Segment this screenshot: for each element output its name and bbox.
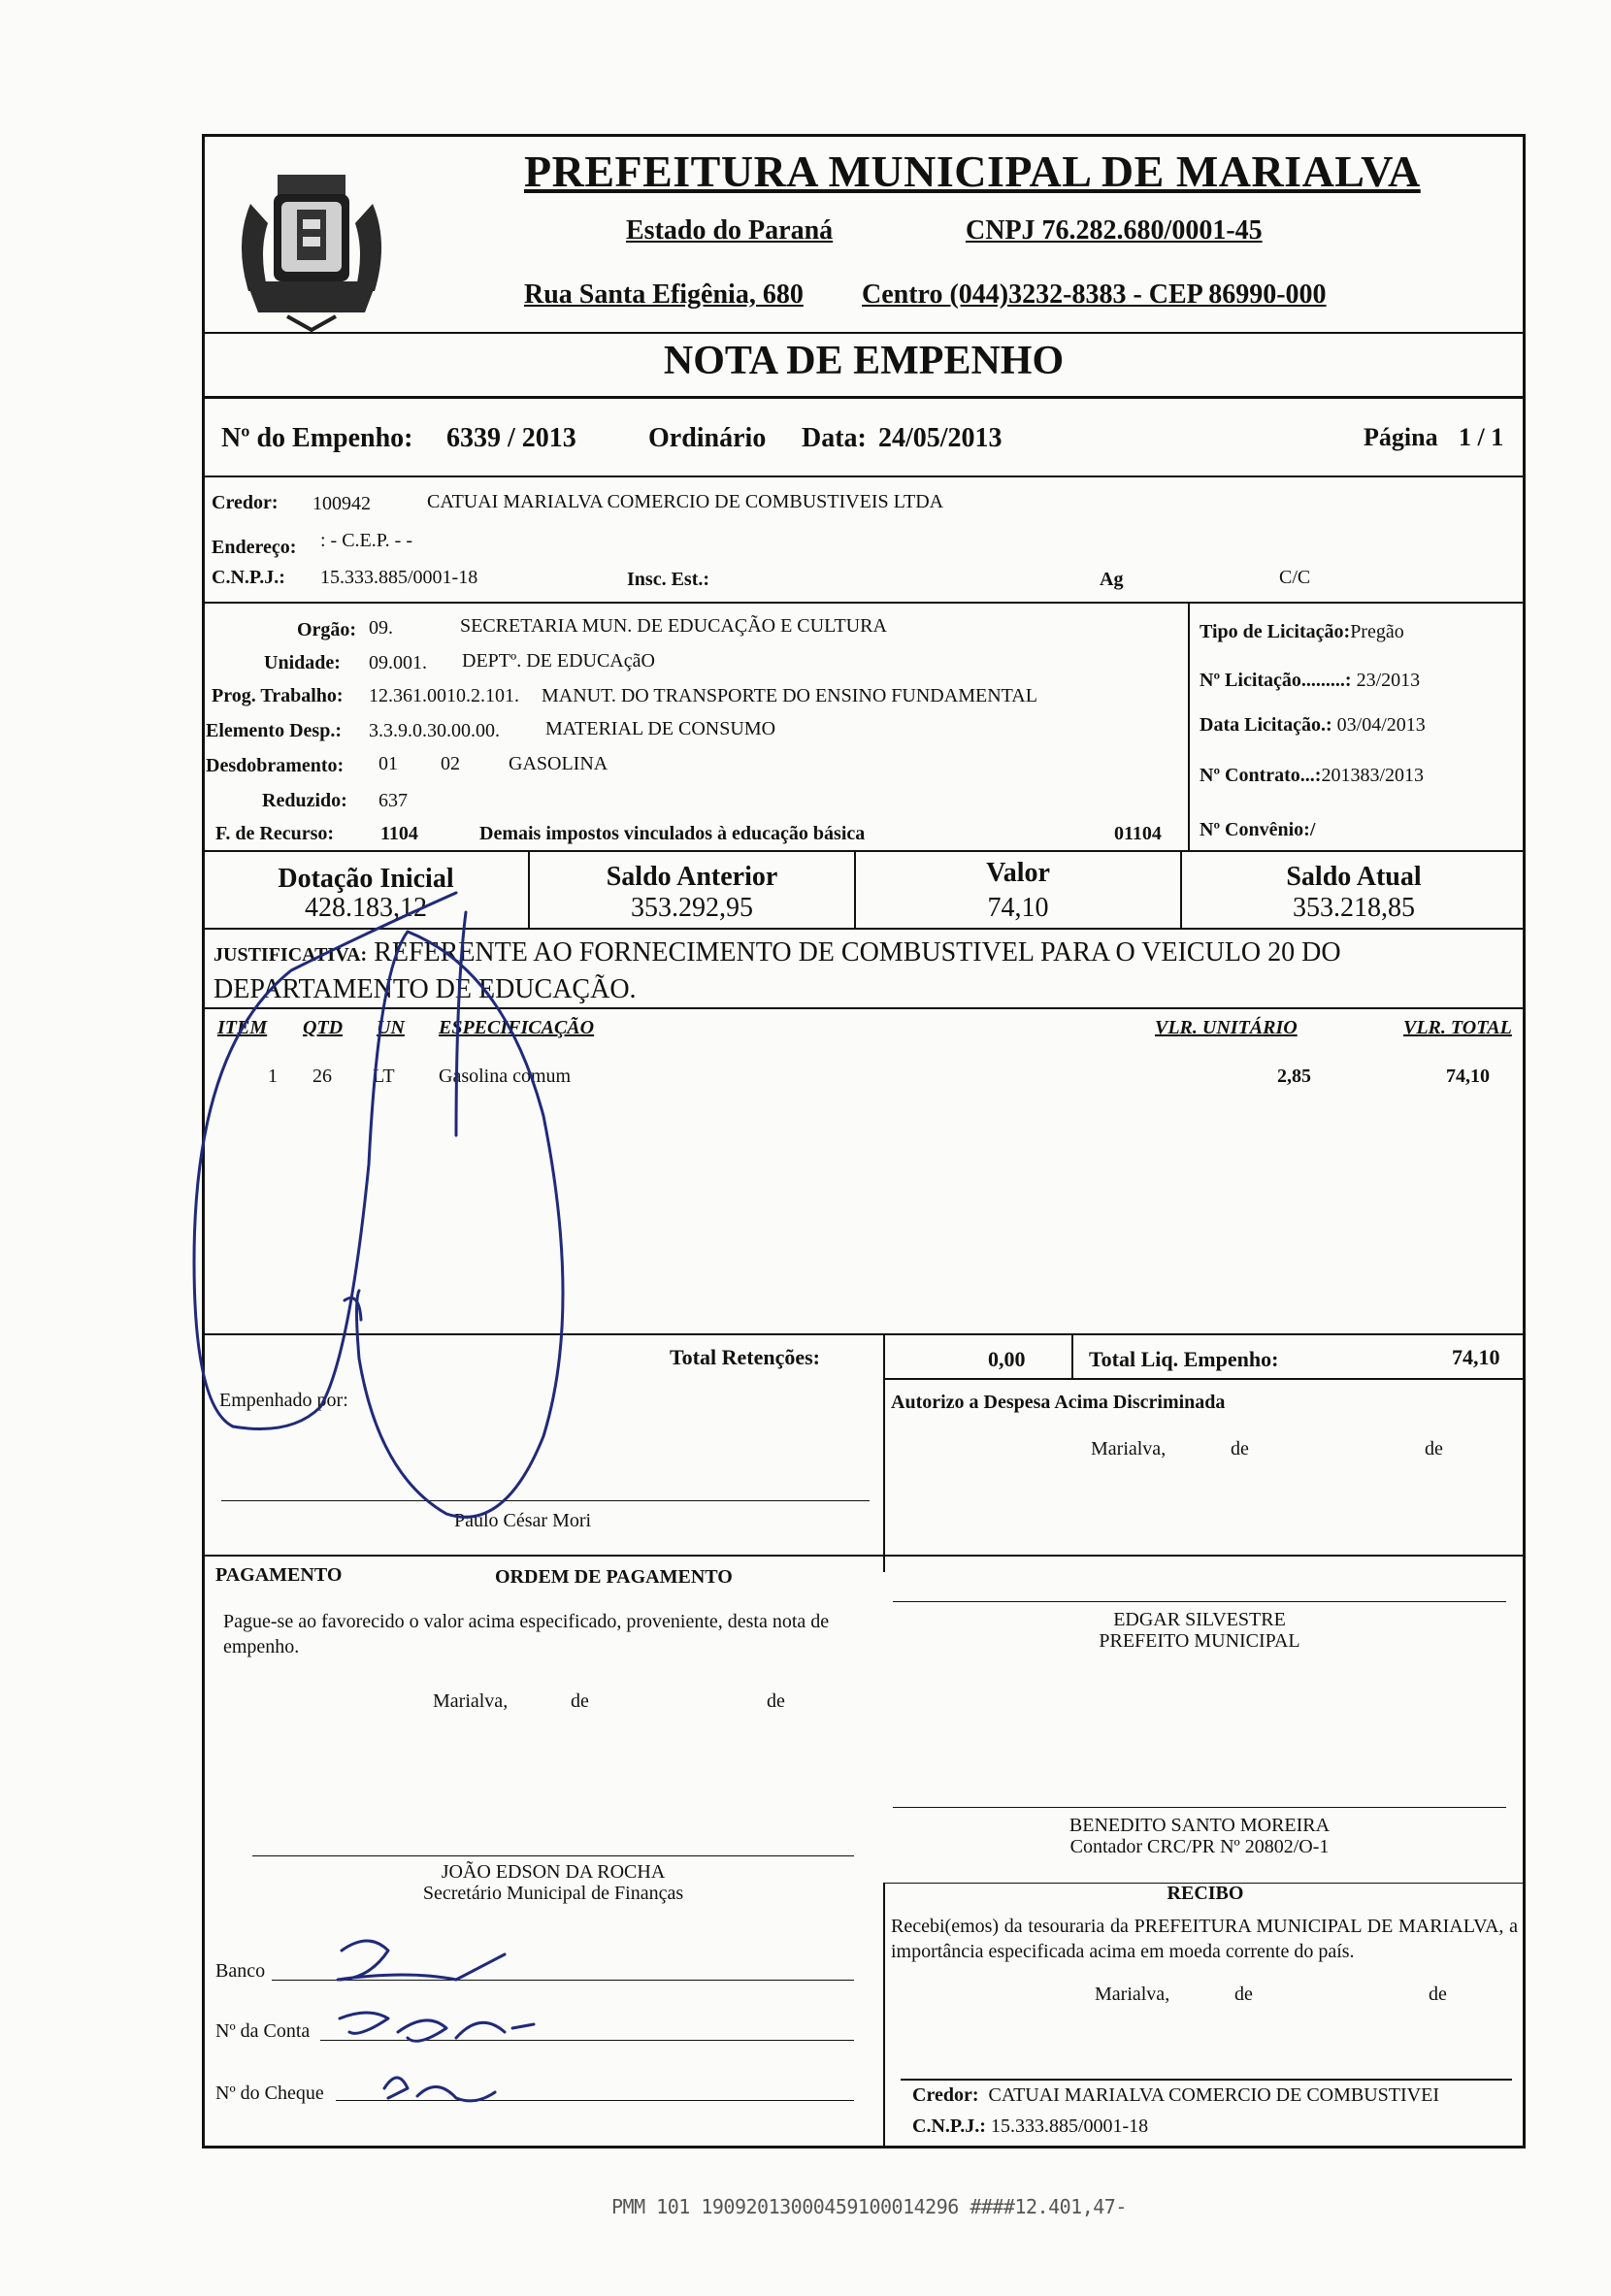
recibo-text: Recebi(emos) da tesouraria da PREFEITURA MUNICIPAL DE MARIALVA, a importância especificada acima em moeda corrente do país. xyxy=(891,1916,1518,1962)
saldo-atual-value: 353.218,85 xyxy=(1293,893,1415,923)
recibo-de1: de xyxy=(1234,1984,1253,2005)
pague-de1: de xyxy=(571,1690,589,1712)
credor-label: Credor: xyxy=(212,492,279,513)
valor-value: 74,10 xyxy=(987,893,1049,923)
row-vlr-unitario: 2,85 xyxy=(1277,1066,1311,1087)
cnpj-value: 15.333.885/0001-18 xyxy=(320,567,478,588)
contador-name: BENEDITO SANTO MOREIRA xyxy=(1069,1815,1331,1836)
unidade-label: Unidade: xyxy=(264,652,341,673)
retencoes-label: Total Retenções: xyxy=(670,1345,820,1369)
footer-cnpj-label: C.N.P.J.: xyxy=(912,2116,986,2137)
reduzido-value: 637 xyxy=(378,790,408,811)
cc-label: C/C xyxy=(1279,567,1311,588)
empenhado-label: Empenhado por: xyxy=(219,1390,348,1411)
credor-code: 100942 xyxy=(312,493,371,514)
prog-label: Prog. Trabalho: xyxy=(212,685,344,706)
contrato-value: 201383/2013 xyxy=(1321,765,1425,786)
desdobramento-a: 01 xyxy=(378,753,398,774)
retencoes-value: 0,00 xyxy=(988,1347,1026,1371)
header-title: PREFEITURA MUNICIPAL DE MARIALVA xyxy=(524,147,1421,196)
insc-est-label: Insc. Est.: xyxy=(627,569,710,590)
tipo-licitacao-label: Tipo de Licitação: xyxy=(1200,621,1351,642)
autorizo-de2: de xyxy=(1425,1438,1443,1460)
elemento-code: 3.3.9.0.30.00.00. xyxy=(369,720,500,741)
pague-de2: de xyxy=(767,1690,785,1712)
header-cnpj: CNPJ 76.282.680/0001-45 xyxy=(966,215,1263,246)
desdobramento-label: Desdobramento: xyxy=(206,755,345,776)
page-label: Página xyxy=(1364,423,1438,451)
cheque-label: Nº do Cheque xyxy=(215,2083,324,2104)
conta-label: Nº da Conta xyxy=(215,2020,311,2042)
licitacao-number-label: Nº Licitação.........: xyxy=(1200,670,1352,691)
contador-role: Contador CRC/PR Nº 20802/O-1 xyxy=(1069,1836,1330,1857)
page-number: 1 / 1 xyxy=(1459,423,1504,451)
justificativa-text: REFERENTE AO FORNECIMENTO DE COMBUSTIVEL PARA O VEICULO 20 DO DEPARTAMENTO DE EDUCAÇÃO. xyxy=(214,937,1341,1004)
elemento-name: MATERIAL DE CONSUMO xyxy=(545,718,776,739)
licitacao-date-label: Data Licitação.: xyxy=(1200,714,1332,736)
recibo-de2: de xyxy=(1429,1984,1447,2005)
empenho-date: 24/05/2013 xyxy=(878,423,1003,453)
secretario-name: JOÃO EDSON DA ROCHA xyxy=(441,1861,666,1883)
col-item: ITEM xyxy=(217,1017,268,1038)
saldo-anterior-value: 353.292,95 xyxy=(631,893,753,923)
unidade-code: 09.001. xyxy=(369,652,427,673)
licitacao-number: 23/2013 xyxy=(1356,670,1421,691)
prog-name: MANUT. DO TRANSPORTE DO ENSINO FUNDAMENTAL xyxy=(542,685,1037,706)
footer-credor-name: CATUAI MARIALVA COMERCIO DE COMBUSTIVEI xyxy=(988,2084,1439,2106)
row-especificacao: Gasolina comum xyxy=(439,1066,572,1087)
unidade-name: DEPTº. DE EDUCAçãO xyxy=(462,650,655,672)
reduzido-label: Reduzido: xyxy=(262,790,347,811)
dotacao-inicial-value: 428.183,12 xyxy=(305,893,427,923)
saldo-atual-label: Saldo Atual xyxy=(1286,862,1422,892)
footer-cnpj-value: 15.333.885/0001-18 xyxy=(990,2116,1149,2137)
desdobramento-b: 02 xyxy=(441,753,460,774)
recurso-code: 1104 xyxy=(380,823,418,844)
autorizo-label: Autorizo a Despesa Acima Discriminada xyxy=(891,1392,1226,1413)
prefeito-role: PREFEITO MUNICIPAL xyxy=(1099,1630,1300,1652)
convenio-label: Nº Convênio:/ xyxy=(1200,819,1316,840)
pagamento-label: PAGAMENTO xyxy=(215,1564,343,1586)
pague-text: Pague-se ao favorecido o valor acima especificado, proveniente, desta nota de empenho. xyxy=(223,1611,830,1657)
address-value: : - C.E.P. - - xyxy=(320,530,412,551)
secretario-role: Secretário Municipal de Finanças xyxy=(422,1883,684,1904)
orgao-code: 09. xyxy=(369,617,393,639)
empenho-type: Ordinário xyxy=(648,423,767,453)
credor-name: CATUAI MARIALVA COMERCIO DE COMBUSTIVEIS LTDA xyxy=(427,491,944,512)
ag-label: Ag xyxy=(1100,569,1124,590)
address-label: Endereço: xyxy=(212,537,297,558)
row-vlr-total: 74,10 xyxy=(1446,1066,1490,1087)
cnpj-label: C.N.P.J.: xyxy=(212,567,285,588)
autorizo-de1: de xyxy=(1231,1438,1249,1460)
orgao-name: SECRETARIA MUN. DE EDUCAÇÃO E CULTURA xyxy=(460,615,887,637)
col-especificacao: ESPECIFICAÇÃO xyxy=(439,1017,595,1038)
col-un: UN xyxy=(377,1017,405,1038)
empenho-date-label: Data: xyxy=(802,423,867,453)
header-state: Estado do Paraná xyxy=(626,215,834,246)
footer-credor-label: Credor: xyxy=(912,2084,979,2106)
recibo-place: Marialva, xyxy=(1095,1984,1170,2005)
col-vlr-total: VLR. TOTAL xyxy=(1403,1017,1512,1038)
recurso-label: F. de Recurso: xyxy=(215,823,335,844)
valor-label: Valor xyxy=(986,858,1050,888)
recurso-name: Demais impostos vinculados à educação básica xyxy=(479,823,866,844)
autorizo-place: Marialva, xyxy=(1091,1438,1167,1460)
empenho-number-label: Nº do Empenho: xyxy=(221,423,413,453)
contrato-label: Nº Contrato...: xyxy=(1200,765,1322,786)
elemento-label: Elemento Desp.: xyxy=(206,720,342,741)
justificativa-label: JUSTIFICATIVA: xyxy=(214,944,368,966)
row-item: 1 xyxy=(268,1066,278,1087)
footer-code: PMM 101 19092013000459100014296 ####12.401,47- xyxy=(611,2195,1127,2218)
dotacao-inicial-label: Dotação Inicial xyxy=(278,864,454,894)
col-qtd: QTD xyxy=(303,1017,344,1038)
licitacao-date: 03/04/2013 xyxy=(1336,714,1426,736)
ordem-label: ORDEM DE PAGAMENTO xyxy=(495,1566,733,1588)
total-liq-label: Total Liq. Empenho: xyxy=(1089,1347,1279,1371)
prog-code: 12.361.0010.2.101. xyxy=(369,685,519,706)
saldo-anterior-label: Saldo Anterior xyxy=(606,862,778,892)
empenho-number: 6339 / 2013 xyxy=(446,423,576,453)
desdobramento-name: GASOLINA xyxy=(509,753,608,774)
header-address: Rua Santa Efigênia, 680 xyxy=(524,279,804,310)
header-contact: Centro (044)3232-8383 - CEP 86990-000 xyxy=(862,279,1327,310)
document-title: NOTA DE EMPENHO xyxy=(663,339,1065,383)
pague-place: Marialva, xyxy=(433,1690,509,1712)
row-qtd: 26 xyxy=(312,1066,332,1087)
row-un: LT xyxy=(373,1066,395,1087)
orgao-label: Orgão: xyxy=(297,619,357,640)
recibo-label: RECIBO xyxy=(1167,1883,1244,1904)
banco-label: Banco xyxy=(215,1960,266,1982)
col-vlr-unitario: VLR. UNITÁRIO xyxy=(1155,1017,1298,1038)
prefeito-name: EDGAR SILVESTRE xyxy=(1113,1609,1286,1630)
tipo-licitacao-value: Pregão xyxy=(1350,621,1404,642)
recurso-number: 01104 xyxy=(1114,823,1162,844)
empenhado-name: Paulo César Mori xyxy=(454,1510,592,1531)
total-liq-value: 74,10 xyxy=(1452,1345,1500,1369)
